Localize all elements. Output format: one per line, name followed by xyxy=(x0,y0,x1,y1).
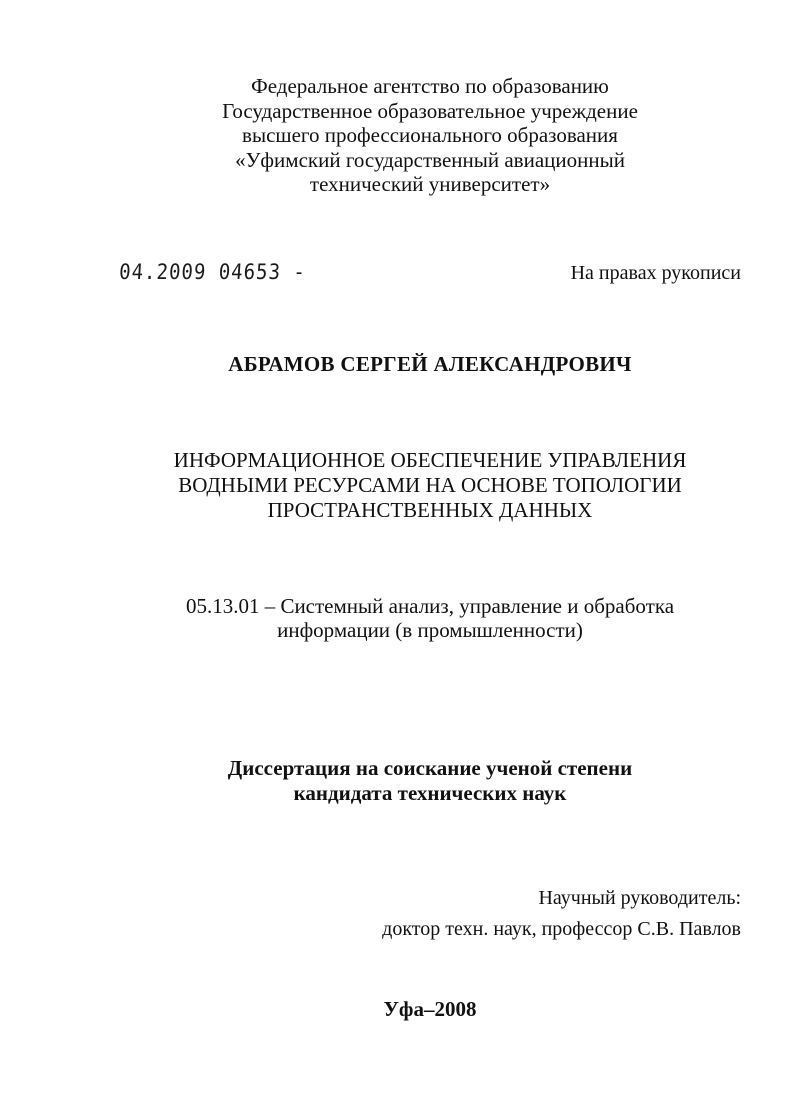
degree-line-2: кандидата технических наук xyxy=(293,781,567,805)
specialty-code xyxy=(60,594,793,642)
title-line-3: ПРОСТРАНСТВЕННЫХ ДАННЫХ xyxy=(267,498,593,522)
specialty-line-2: информации (в промышленности) xyxy=(277,618,583,642)
degree-statement xyxy=(60,756,793,806)
author-name: АБРАМОВ СЕРГЕЙ АЛЕКСАНДРОВИЧ xyxy=(228,352,632,376)
manuscript-rights-note: На правах рукописи xyxy=(570,262,741,284)
library-stamp-number: 04.2009 04653 - xyxy=(118,260,307,285)
org-line-3: высшего профессионального образования xyxy=(242,123,618,147)
org-line-2: Государственное образовательное учреждение xyxy=(222,98,638,123)
degree-line-1: Диссертация на соискание ученой степени xyxy=(227,756,633,780)
supervisor-label: Научный руководитель: xyxy=(538,887,741,909)
organization-header xyxy=(90,74,770,197)
org-line-4: «Уфимский государственный авиационный xyxy=(235,147,625,172)
title-line-2: ВОДНЫМИ РЕСУРСАМИ НА ОСНОВЕ ТОПОЛОГИИ xyxy=(178,473,682,497)
city-year: Уфа–2008 xyxy=(383,997,477,1021)
specialty-line-1: 05.13.01 – Системный анализ, управление и обработка xyxy=(185,594,675,618)
org-line-1: Федеральное агентство по образованию xyxy=(251,74,609,98)
supervisor-name: доктор техн. наук, профессор С.В. Павлов xyxy=(382,918,741,940)
dissertation-title xyxy=(60,448,793,523)
org-line-5: технический университет» xyxy=(309,172,551,196)
title-line-1: ИНФОРМАЦИОННОЕ ОБЕСПЕЧЕНИЕ УПРАВЛЕНИЯ xyxy=(173,448,687,472)
